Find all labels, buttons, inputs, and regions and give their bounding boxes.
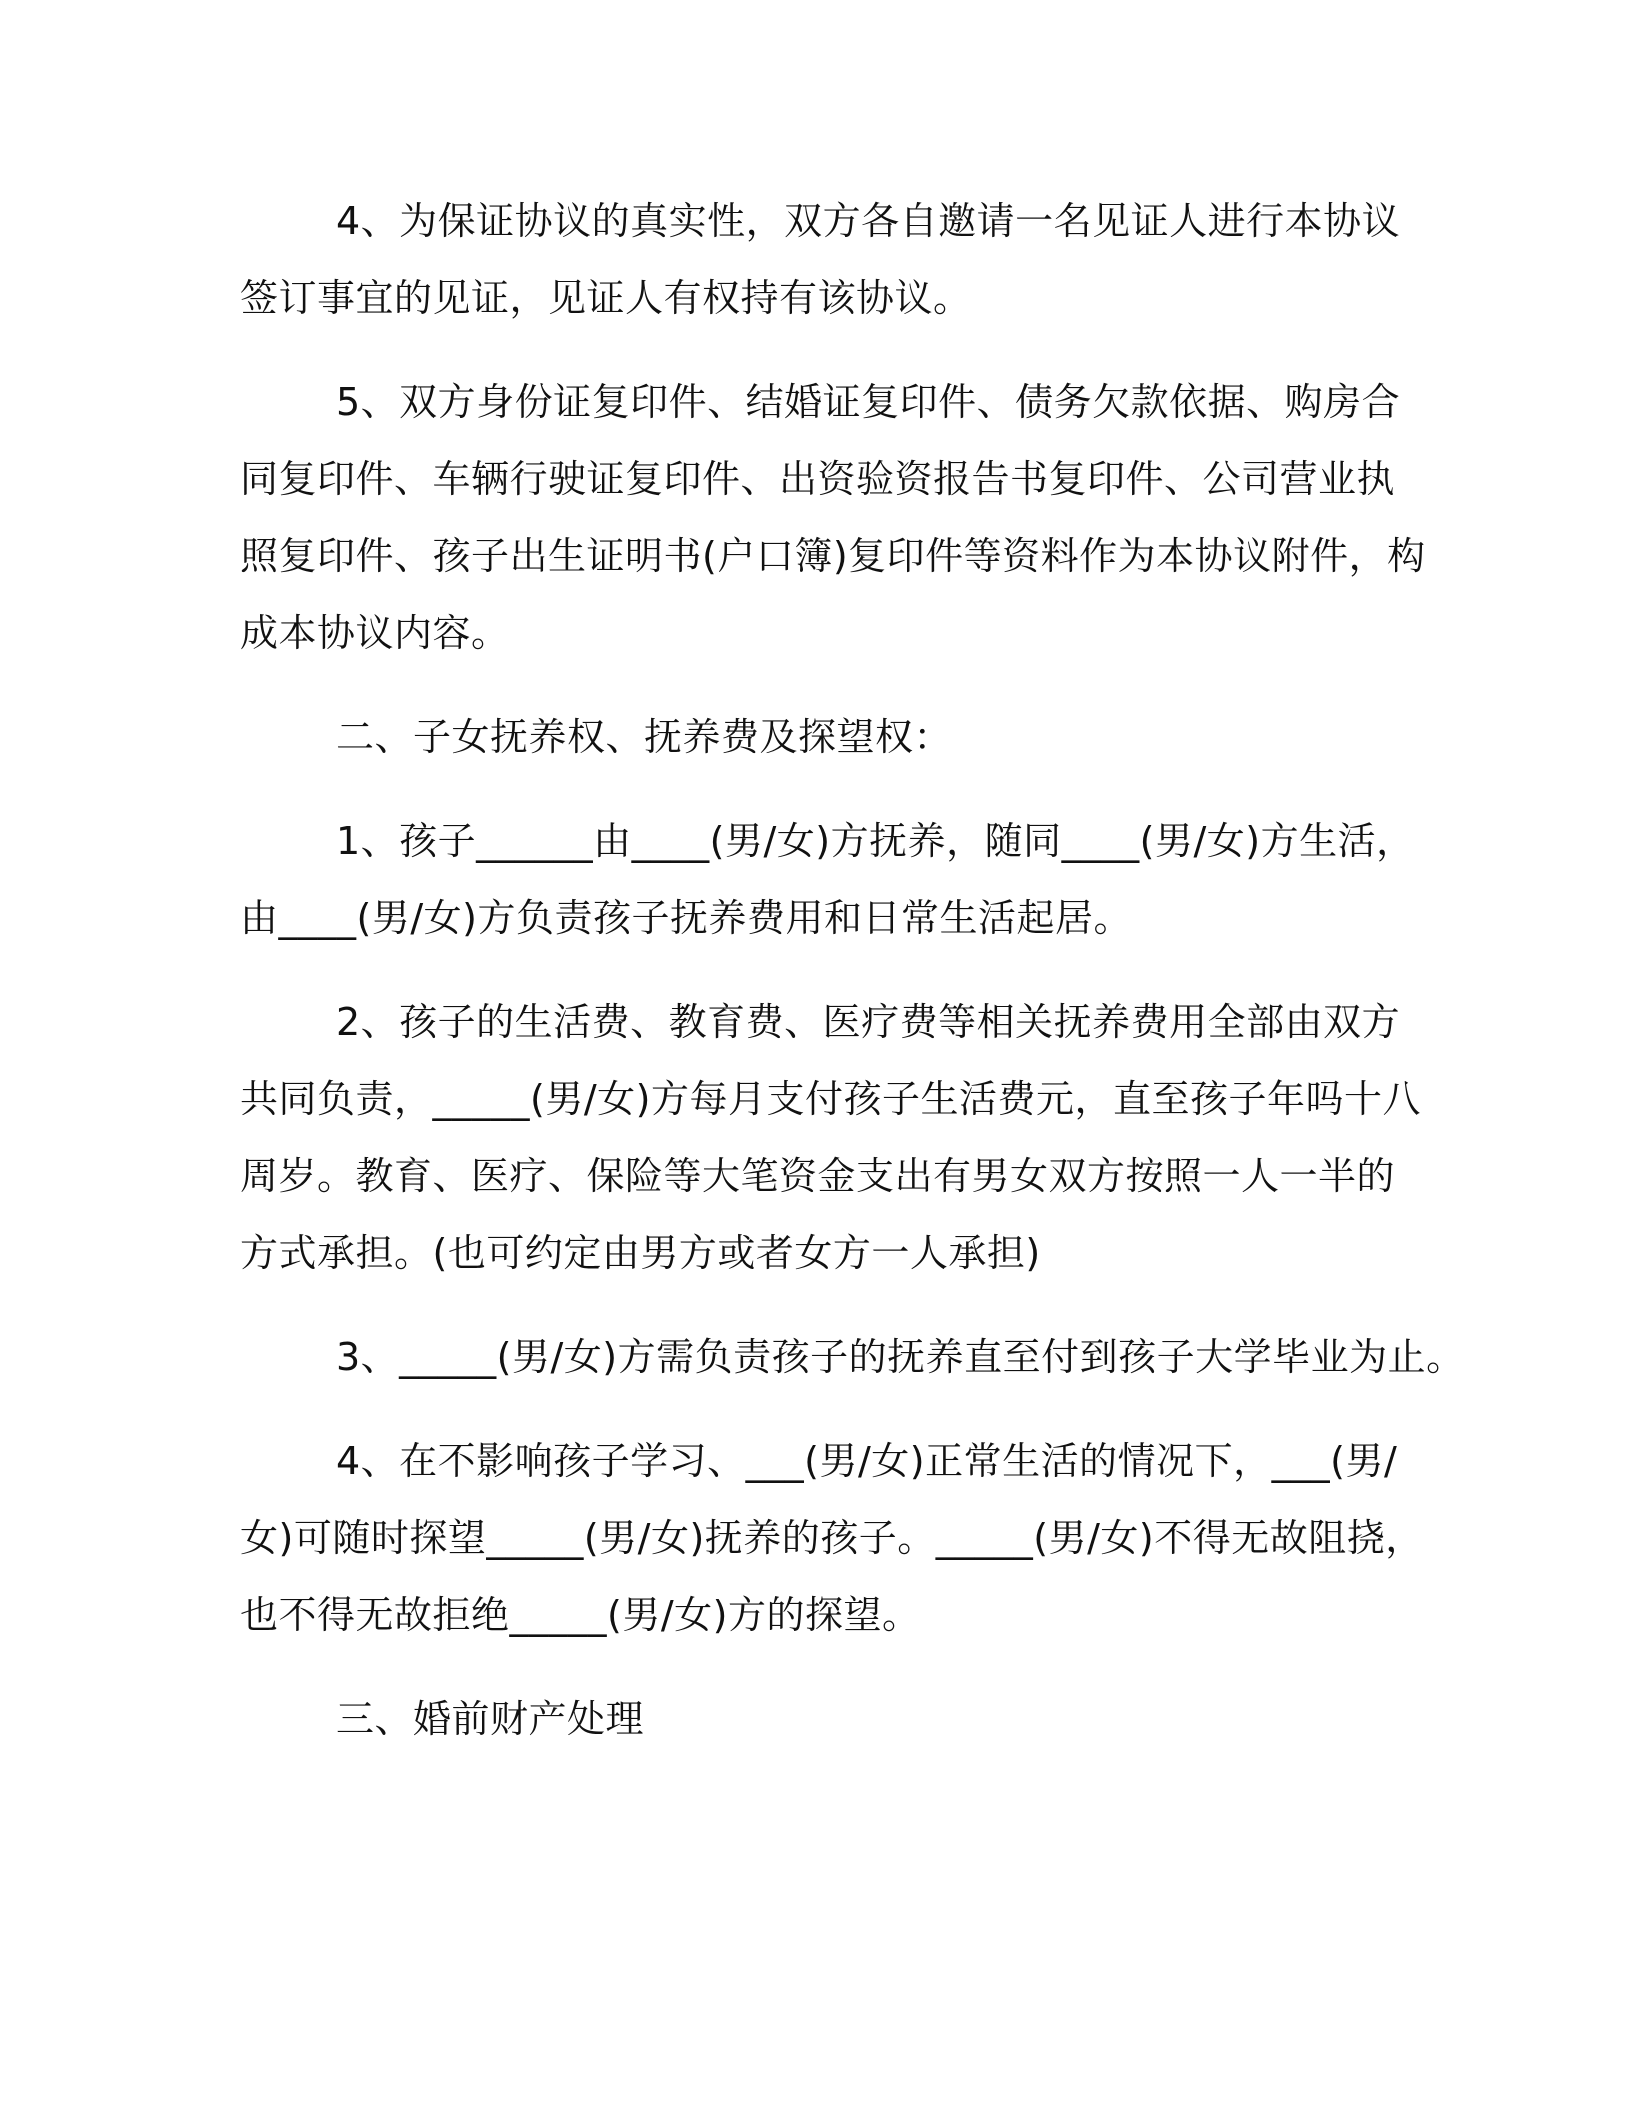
text-line: 签订事宜的见证，见证人有权持有该协议。	[240, 276, 972, 320]
paragraph-custody-2	[240, 984, 1421, 1292]
text-line: 4、在不影响孩子学习、___(男/女)正常生活的情况下，___(男/	[336, 1439, 1398, 1483]
heading-line: 二、子女抚养权、抚养费及探望权：	[336, 715, 953, 759]
text-line: 2、孩子的生活费、教育费、医疗费等相关抚养费用全部由双方	[336, 1000, 1401, 1044]
paragraph-witness	[240, 183, 1400, 337]
text-line: 方式承担。(也可约定由男方或者女方一人承担)	[240, 1231, 1041, 1275]
text-line: 5、双方身份证复印件、结婚证复印件、债务欠款依据、购房合	[336, 380, 1401, 424]
paragraph-custody-4	[240, 1423, 1424, 1654]
section-heading-premarital-property	[240, 1681, 1400, 1758]
text-line: 同复印件、车辆行驶证复印件、出资验资报告书复印件、公司营业执	[240, 457, 1396, 501]
paragraph-attachments	[240, 364, 1426, 672]
paragraph-custody-1	[240, 803, 1415, 957]
text-line: 周岁。教育、医疗、保险等大笔资金支出有男女双方按照一人一半的	[240, 1154, 1396, 1198]
text-line: 也不得无故拒绝_____(男/女)方的探望。	[240, 1593, 921, 1637]
text-line: 1、孩子______由____(男/女)方抚养，随同____(男/女)方生活，	[336, 819, 1415, 863]
text-line: 共同负责，_____(男/女)方每月支付孩子生活费元，直至孩子年吗十八	[240, 1077, 1421, 1121]
text-line: 4、为保证协议的真实性，双方各自邀请一名见证人进行本协议	[336, 199, 1401, 243]
document-body	[240, 183, 1465, 1785]
section-heading-custody	[240, 699, 1400, 776]
text-line: 由____(男/女)方负责孩子抚养费用和日常生活起居。	[240, 896, 1132, 940]
paragraph-custody-3	[240, 1319, 1465, 1396]
text-line: 成本协议内容。	[240, 611, 510, 655]
text-line: 3、_____(男/女)方需负责孩子的抚养直至付到孩子大学毕业为止。	[336, 1335, 1465, 1379]
heading-line: 三、婚前财产处理	[336, 1697, 645, 1741]
text-line: 照复印件、孩子出生证明书(户口簿)复印件等资料作为本协议附件，构	[240, 534, 1426, 578]
text-line: 女)可随时探望_____(男/女)抚养的孩子。_____(男/女)不得无故阻挠，	[240, 1516, 1424, 1560]
